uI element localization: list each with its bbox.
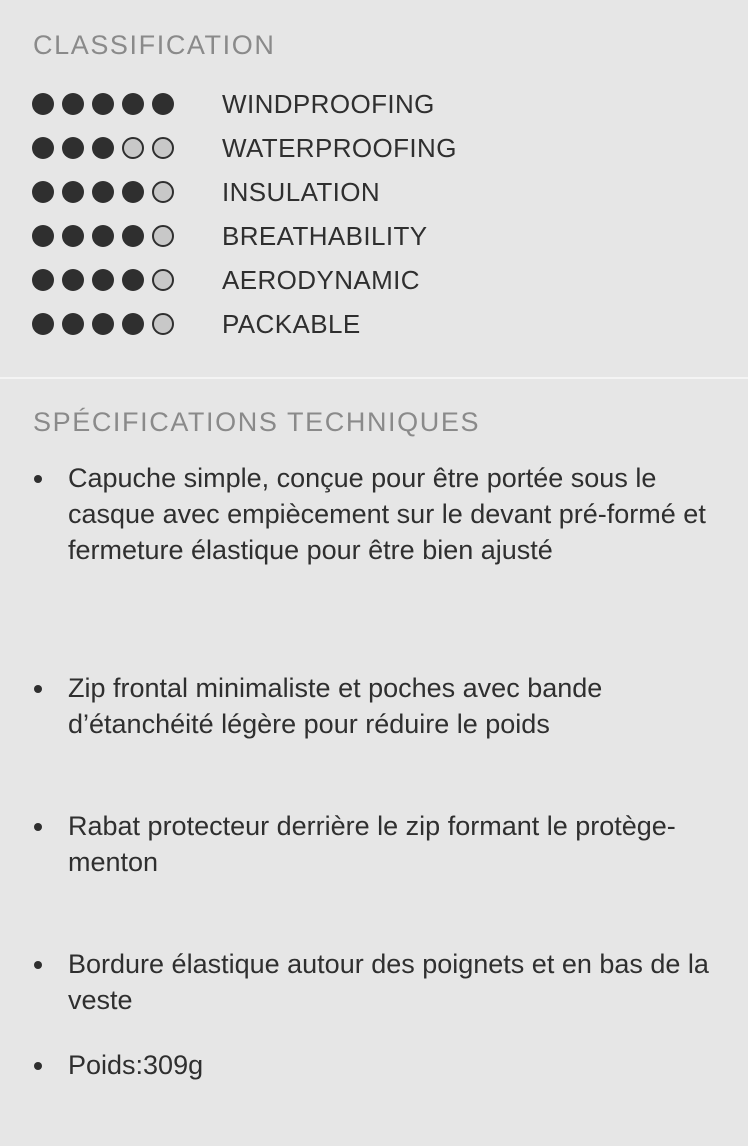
spec-text: Capuche simple, conçue pour être portée sous le casque avec empiècement sur le devant pré-formé et fermeture élastique pour être bien ajusté bbox=[68, 463, 706, 565]
rating-dot-filled-icon bbox=[62, 313, 84, 335]
rating-row-packable bbox=[32, 308, 712, 340]
rating-dots bbox=[32, 176, 222, 208]
rating-dot-filled-icon bbox=[62, 137, 84, 159]
rating-label: BREATHABILITY bbox=[222, 220, 428, 251]
rating-dot-filled-icon bbox=[152, 93, 174, 115]
rating-dots bbox=[32, 132, 222, 164]
rating-label: WATERPROOFING bbox=[222, 132, 457, 163]
rating-row-breathability bbox=[32, 220, 712, 252]
bullet-icon bbox=[34, 823, 42, 831]
rating-dot-filled-icon bbox=[62, 93, 84, 115]
spec-list-item bbox=[34, 1047, 724, 1083]
rating-dot-filled-icon bbox=[122, 93, 144, 115]
rating-dots bbox=[32, 88, 222, 120]
specifications-section bbox=[0, 381, 748, 1146]
spec-text: Zip frontal minimaliste et poches avec bande d’étanchéité légère pour réduire le poids bbox=[68, 673, 603, 739]
rating-dot-filled-icon bbox=[32, 93, 54, 115]
rating-label: PACKABLE bbox=[222, 308, 361, 339]
spec-list-item bbox=[34, 808, 724, 880]
rating-dot-filled-icon bbox=[92, 181, 114, 203]
rating-label: AERODYNAMIC bbox=[222, 264, 420, 295]
rating-dots bbox=[32, 264, 222, 296]
rating-label: INSULATION bbox=[222, 176, 381, 207]
rating-row-aerodynamic bbox=[32, 264, 712, 296]
spec-list-item bbox=[34, 460, 724, 568]
rating-dot-filled-icon bbox=[62, 269, 84, 291]
specifications-title: SPÉCIFICATIONS TECHNIQUES bbox=[33, 407, 481, 437]
rating-dot-filled-icon bbox=[122, 269, 144, 291]
rating-dot-empty-icon bbox=[152, 269, 174, 291]
spec-list-item bbox=[34, 670, 724, 742]
rating-dot-filled-icon bbox=[122, 225, 144, 247]
rating-dots bbox=[32, 220, 222, 252]
bullet-icon bbox=[34, 475, 42, 483]
rating-dot-empty-icon bbox=[152, 225, 174, 247]
rating-dot-filled-icon bbox=[122, 313, 144, 335]
rating-label: WINDPROOFING bbox=[222, 88, 435, 119]
rating-dots bbox=[32, 308, 222, 340]
spec-text: Bordure élastique autour des poignets et en bas de la veste bbox=[68, 949, 709, 1015]
rating-dot-filled-icon bbox=[62, 225, 84, 247]
rating-dot-filled-icon bbox=[122, 181, 144, 203]
spec-list-item bbox=[34, 946, 724, 1018]
bullet-icon bbox=[34, 685, 42, 693]
rating-dot-empty-icon bbox=[152, 137, 174, 159]
rating-dot-empty-icon bbox=[122, 137, 144, 159]
bullet-icon bbox=[34, 1062, 42, 1070]
rating-dot-filled-icon bbox=[92, 269, 114, 291]
rating-dot-filled-icon bbox=[92, 93, 114, 115]
rating-dot-filled-icon bbox=[32, 269, 54, 291]
rating-dot-filled-icon bbox=[32, 313, 54, 335]
rating-row-insulation bbox=[32, 176, 712, 208]
rating-dot-filled-icon bbox=[92, 225, 114, 247]
rating-row-waterproofing bbox=[32, 132, 712, 164]
rating-dot-filled-icon bbox=[32, 137, 54, 159]
rating-dot-filled-icon bbox=[92, 313, 114, 335]
classification-title: CLASSIFICATION bbox=[33, 30, 276, 60]
rating-dot-empty-icon bbox=[152, 313, 174, 335]
rating-dot-empty-icon bbox=[152, 181, 174, 203]
rating-dot-filled-icon bbox=[32, 225, 54, 247]
rating-dot-filled-icon bbox=[92, 137, 114, 159]
rating-dot-filled-icon bbox=[32, 181, 54, 203]
spec-text: Poids:309g bbox=[68, 1050, 204, 1080]
classification-section bbox=[0, 0, 748, 379]
spec-text: Rabat protecteur derrière le zip formant le protège-menton bbox=[68, 811, 676, 877]
rating-dot-filled-icon bbox=[62, 181, 84, 203]
bullet-icon bbox=[34, 961, 42, 969]
rating-row-windproofing bbox=[32, 88, 712, 120]
